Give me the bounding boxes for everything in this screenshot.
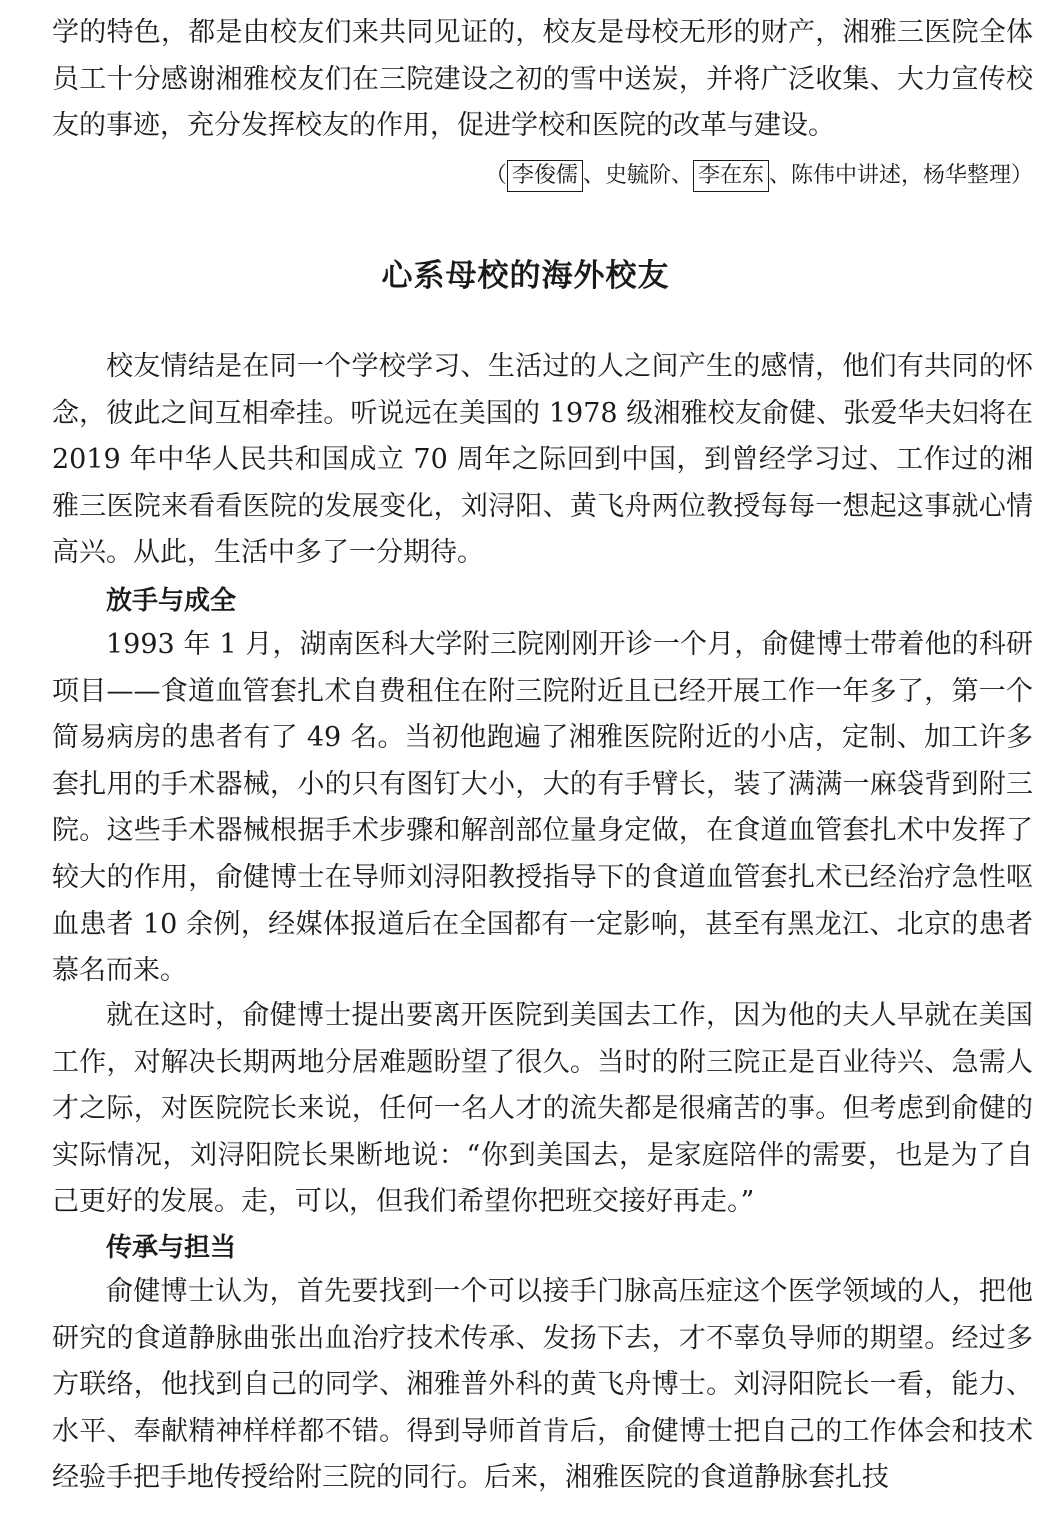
paragraph-3: 就在这时，俞健博士提出要离开医院到美国去工作，因为他的夫人早就在美国工作，对解决长期两地分居难题盼望了很久。当时的附三院正是百业待兴、急需人才之际，对医院院长来说，任何一名人才的流失都是很痛苦的事。但考虑到俞健的实际情况，刘浔阳院长果断地说：“你到美国去，是家庭陪伴的需要，也是为了自己更好的发展。走，可以，但我们希望你把班交接好再走。” bbox=[52, 1000, 1033, 1218]
paragraph-4: 俞健博士认为，首先要找到一个可以接手门脉高压症这个医学领域的人，把他研究的食道静脉曲张出血治疗技术传承、发扬下去，才不辜负导师的期望。经过多方联络，他找到自己的同学、湘雅普外科的黄飞舟博士。刘浔阳院长一看，能力、水平、奉献精神样样都不错。得到导师首肯后，俞健博士把自己的工作体会和技术经验手把手地传授给附三院的同行。后来，湘雅医院的食道静脉套扎技 bbox=[52, 1276, 1033, 1494]
paragraph-1: 校友情结是在同一个学校学习、生活过的人之间产生的感情，他们有共同的怀念，彼此之间互相牵挂。听说远在美国的 1978 级湘雅校友俞健、张爱华夫妇将在 2019 年中华人民共和国成立 70 周年之际回到中国，到曾经学习过、工作过的湘雅三医院来看看医院的发展变化，刘浔阳、黄飞舟两位教授每每一想起这事就心情高兴。从此，生活中多了一分期待。 bbox=[52, 351, 1033, 569]
subheading-1: 放手与成全 bbox=[106, 586, 237, 616]
author-credit bbox=[485, 156, 1033, 196]
subheading-2: 传承与担当 bbox=[106, 1233, 237, 1263]
paragraph-2: 1993 年 1 月，湖南医科大学附三院刚刚开诊一个月，俞健博士带着他的科研项目——食道血管套扎术自费租住在附三院附近且已经开展工作一年多了，第一个简易病房的患者有了 49 名。当初他跑遍了湘雅医院附近的小店，定制、加工许多套扎用的手术器械，小的只有图钉大小，大的有手臂长，装了满满一麻袋背到附三院。这些手术器械根据手术步骤和解剖部位量身定做，在食道血管套扎术中发挥了较大的作用，俞健博士在导师刘浔阳教授指导下的食道血管套扎术已经治疗急性呕血患者 10 余例，经媒体报道后在全国都有一定影响，甚至有黑龙江、北京的患者慕名而来。 bbox=[52, 629, 1033, 987]
credit-separator: 、史毓阶、 bbox=[582, 163, 693, 188]
credit-open: （ bbox=[484, 163, 507, 188]
article-title: 心系母校的海外校友 bbox=[381, 258, 670, 294]
intro-paragraph: 学的特色，都是由校友们来共同见证的，校友是母校无形的财产，湘雅三医院全体员工十分感谢湘雅校友们在三院建设之初的雪中送炭，并将广泛收集、大力宣传校友的事迹，充分发挥校友的作用，促进学校和医院的改革与建设。 bbox=[52, 17, 1033, 142]
credit-name-boxed-2: 李在东 bbox=[693, 160, 769, 192]
credit-name-boxed-1: 李俊儒 bbox=[507, 160, 583, 192]
credit-rest: 、陈伟中讲述，杨华整理） bbox=[768, 163, 1033, 188]
